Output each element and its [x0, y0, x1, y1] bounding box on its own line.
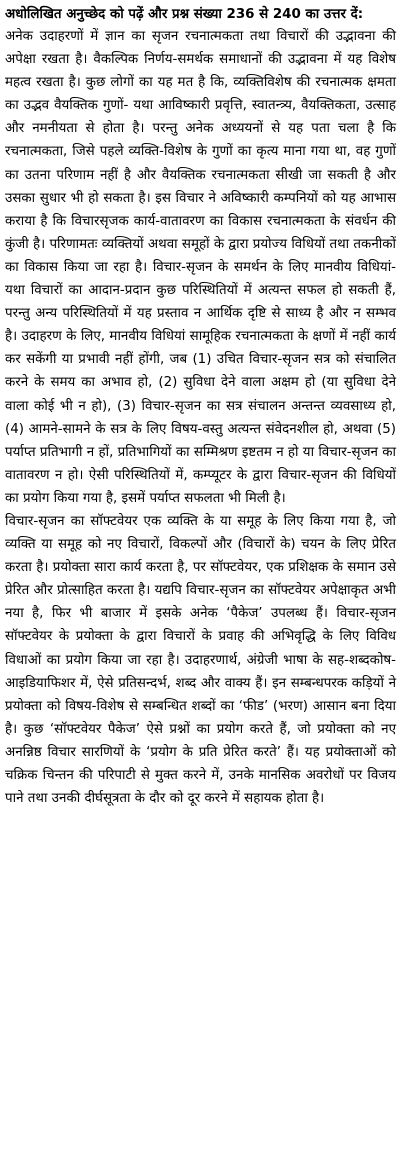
passage-paragraph-2: विचार-सृजन का सॉफ्टवेयर एक व्यक्ति के या समूह के लिए किया गया है, जो व्यक्ति या समूह को नए विचारों, विकल्पों और (विचारों के) चयन के लिए प्रेरित करता है। प्रयोक्ता सारा कार्य करता है, पर सॉफ्टवेयर, एक प्रशिक्षक के समान उसे प्रेरित और प्रोत्साहित करता है। यद्यपि विचार-सृजन का सॉफ्टवेयर अपेक्षाकृत अभी नया है, फिर भी बाजार में इसके अनेक ‘पैकेज’ उपलब्ध हैं। विचार-सृजन सॉफ्टवेयर के प्रयोक्ता के द्वारा विचारों के प्रवाह की अभिवृद्धि के लिए विविध विधाओं का प्रयोग किया जा रहा है। उदाहरणार्थ, अंग्रेजी भाषा के सह-शब्दकोष- आइडियाफिशर में, ऐसे प्रतिसन्दर्भ, शब्द और वाक्य हैं। इन सम्बन्धपरक कड़ियों ने प्रयोक्ता को विषय-विशेष से सम्बन्धित शब्दों का ‘फीड’ (भरण) आसान बना दिया है। कुछ ‘सॉफ्टवेयर पैकेज’ ऐसे प्रश्नों का प्रयोग करते हैं, जो प्रयोक्ता को नए अनन्निष्ठ विचार सारणियों के ‘प्रयोग के प्रति प्रेरित करते’ हैं। यह प्रयोक्ताओं को चक्रिक चिन्तन की परिपाटी से मुक्त करने में, उनके मानसिक अवरोधों पर विजय पाने तथा उनकी दीर्घसूत्रता के दौर को दूर करने में सहायक होता है। — [5, 513, 396, 807]
passage-paragraph-1: अनेक उदाहरणों में ज्ञान का सृजन रचनात्मकता तथा विचारों की उद्भावना की अपेक्षा रखता है। वैकल्पिक निर्णय-समर्थक समाधानों की उद्भावना में यह विशेष महत्व रखता है। कुछ लोगों का यह मत है कि, व्यक्तिविशेष की रचनात्मक क्षमता का उद्भव वैयक्तिक गुणों- यथा आविष्कारी प्रवृत्ति, स्वातन्त्र्य, वैयक्तिकता, उत्साह और नमनीयता से होता है। परन्तु अनेक अध्ययनों से यह पता चला है कि रचनात्मकता, जिसे पहले व्यक्ति-विशेष के गुणों का कृत्य माना गया था, वह गुणों का उतना परिणाम नहीं है और वैयक्तिक रचनात्मकता सीखी जा सकती है और उसका सुधार भी हो सकता है। इस विचार ने अविष्कारी कम्पनियों को यह आभास कराया है कि विचारसृजक कार्य-वातावरण का विकास रचनात्मकता के संवर्धन की कुंजी है। परिणामतः व्यक्तियों अथवा समूहों के द्वारा प्रयोज्य विधियों तथा तकनीकों का विकास किया जा रहा है। विचार-सृजन के समर्थन के लिए मानवीय विधियां-यथा विचारों का आदान-प्रदान कुछ परिस्थितियों में अत्यन्त सफल हो सकती हैं, परन्तु अन्य परिस्थितियों में यह प्रस्ताव न आर्थिक दृष्टि से साध्य है और न सम्भव है। उदाहरण के लिए, मानवीय विधियां सामूहिक रचनात्मकता के क्षणों में नहीं कार्य कर सकेंगी या प्रभावी नहीं होंगी, जब (1) उचित विचार-सृजन सत्र को संचालित करने के समय का अभाव हो, (2) सुविधा देने वाला अक्षम हो (या सुविधा देने वाला कोई भी न हो), (3) विचार-सृजन का सत्र संचालन अन्तन्त व्यवसाध्य हो, (4) आमने-सामने के सत्र के लिए विषय-वस्तु अत्यन्त संवेदनशील हो, अथवा (5) पर्याप्त प्रतिभागी न हों, प्रतिभागियों का सम्मिश्रण इष्टतम न हो या विचार-सृजन का वातावरण न हो। ऐसी परिस्थितियों में, कम्प्यूटर के द्वारा विचार-सृजन की विधियों का प्रयोग किया गया है, इसमें पर्याप्त सफलता भी मिली है। — [5, 29, 396, 506]
question-instruction-heading: अधोलिखित अनुच्छेद को पढ़ें और प्रश्न संख्या 236 से 240 का उत्तर दें: — [5, 7, 364, 22]
